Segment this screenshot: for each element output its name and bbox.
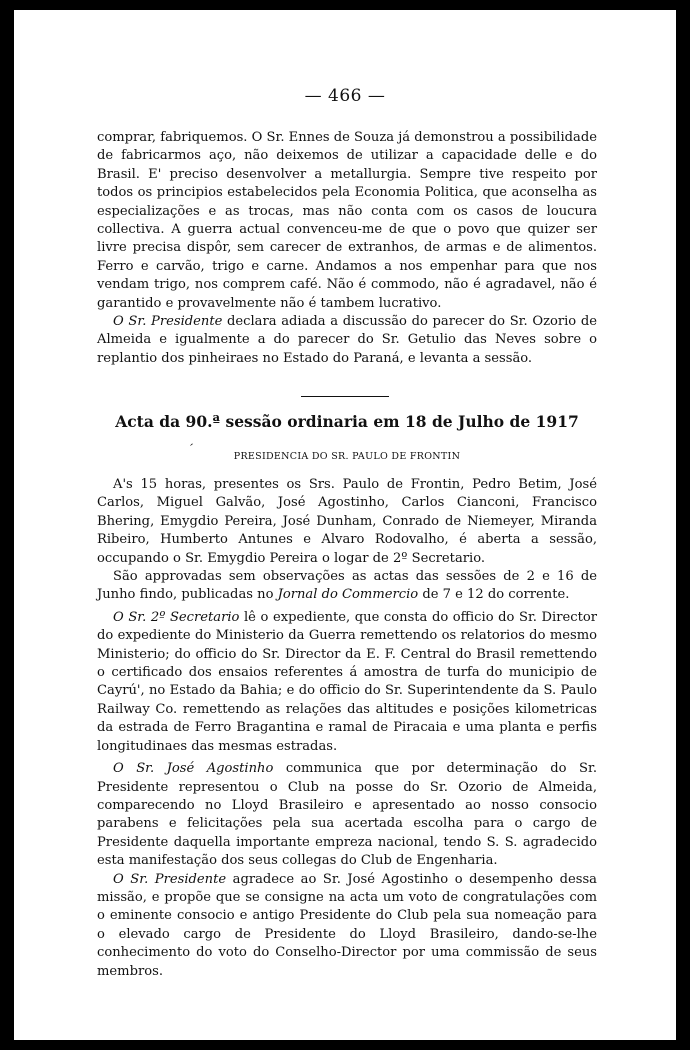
session-minutes — [97, 476, 597, 981]
paragraph-text: de 7 e 12 do corrente. — [418, 587, 570, 603]
paragraph-text: São approvadas sem observações as actas das sessões de 2 e 16 de Junho findo, publicadas no — [97, 569, 597, 603]
section-divider — [301, 396, 389, 397]
paragraph-president — [97, 871, 597, 981]
stray-mark: ´ — [185, 441, 195, 457]
journal-name: Jornal do Commercio — [277, 587, 419, 603]
paragraph-text: lê o expediente, que consta do officio do Sr. Director do expediente do Ministerio da Guerra remettendo os relatorios do mesmo Ministerio; do officio do Sr. Director da E. F. Central do Brasil remettendo o certificado dos ensaios referentes á amostra de turfa do municipio de Cayrú', no Estado da Bahia; e do officio do Sr. Superintendente da S. Paulo Railway Co. remettendo as relações das altitudes e posições kilometricas da estrada de Ferro Bragantina e ramal de Piracaia e uma planta e perfis longitudinaes das mesmas estradas. — [97, 609, 597, 754]
speaker-name: O Sr. Presidente — [113, 871, 227, 887]
speaker-name: O Sr. 2º Secretario — [113, 609, 240, 625]
document-page — [14, 10, 676, 1040]
presidency-line: PRESIDENCIA DO SR. PAULO DE FRONTIN — [233, 451, 461, 462]
paragraph-text: declara adiada a discussão do parecer do Sr. Ozorio de Almeida e igualmente a do parecer do Sr. Getulio das Neves sobre o replantio dos pinheiraes no Estado do Paraná, e levanta a sessão. — [97, 314, 597, 366]
paragraph-text: communica que por determinação do Sr. Presidente representou o Club na posse do Sr. Ozorio de Almeida, comparecendo no Lloyd Brasileiro e apresentado ao nosso consocio parabens e felicitações pela sua acertada escolha para o cargo de Presidente daquella importante empreza nacional, tendo S. S. agradecido esta manifestação dos seus collegas do Club de Engenharia. — [97, 761, 597, 869]
paragraph-correspondence — [97, 609, 597, 756]
speaker-name: O Sr. Presidente — [113, 314, 223, 330]
paragraph-text: agradece ao Sr. José Agostinho o desempenho dessa missão, e propõe que se consigne na acta um voto de congratulações com o eminente consocio e antigo Presidente do Club pela sua nomeação para o elevado cargo de Presidente do Lloyd Brasileiro, dando-se-lhe conhecimento do voto do Conselho-Director por uma commissão de seus membros. — [97, 871, 597, 979]
paragraph-industry: comprar, fabriquemos. O Sr. Ennes de Souza já demonstrou a possibilidade de fabricarmos aço, não deixemos de utilizar a capacidade delle e do Brasil. E' preciso desenvolver a metallurgia. Sempre tive respeito por todos os principios estabelecidos pela Economia Politica, que aconselha as especializações e as trocas, mas não conta com os casos de loucura collectiva. A guerra actual convenceu-me de que o povo que quizer ser livre precisa dispôr, sem carecer de extranhos, de armas e de alimentos. Ferro e carvão, trigo e carne. Andamos a nos empenhar para que nos vendam trigo, nos comprem café. Não é commodo, não é agradavel, não é garantido e provavelmente não é tambem lucrativo. — [97, 130, 597, 311]
speaker-name: O Sr. José Agostinho — [113, 761, 274, 777]
paragraph-adjournment — [97, 313, 597, 368]
paragraph-agostinho — [97, 760, 597, 870]
paragraph-approval — [97, 568, 597, 605]
page-number: — 466 — — [304, 86, 386, 106]
paragraph-attendance: A's 15 horas, presentes os Srs. Paulo de Frontin, Pedro Betim, José Carlos, Miguel Galvão, José Agostinho, Carlos Cianconi, Francisco Bhering, Emygdio Pereira, José Dunham, Conrado de Niemeyer, Miranda Ribeiro, Humberto Antunes e Alvaro Rodovalho, é aberta a sessão, occupando o Sr. Emygdio Pereira o logar de 2º Secretario. — [97, 477, 597, 566]
session-title: Acta da 90.ª sessão ordinaria em 18 de Julho de 1917 — [115, 412, 579, 431]
previous-session-text — [97, 129, 597, 368]
